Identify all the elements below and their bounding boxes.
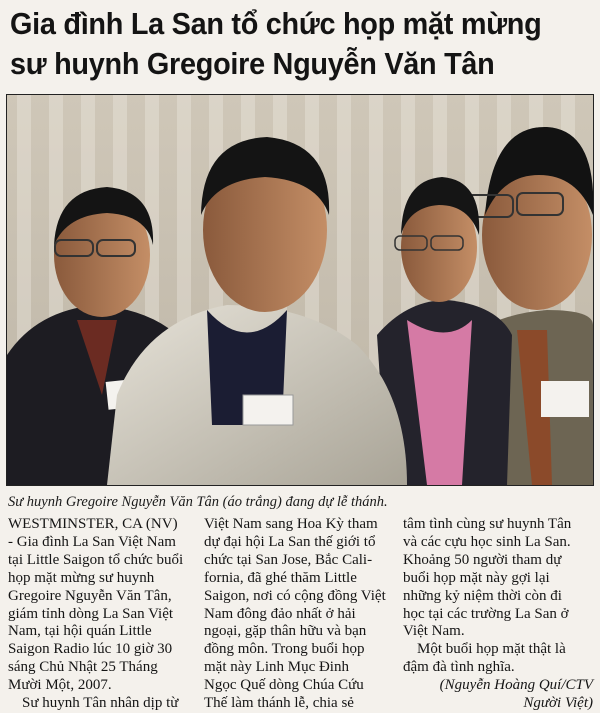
col1-line: sáng Chủ Nhật 25 Tháng bbox=[8, 659, 158, 676]
article-column-1 bbox=[8, 516, 196, 713]
col2-line: Việt Nam sang Hoa Kỳ tham bbox=[204, 516, 378, 532]
photo-caption: Sư huynh Gregoire Nguyễn Văn Tân (áo trắng) đang dự lễ thánh. bbox=[8, 494, 388, 510]
col2-line: Saigon, nơi có cộng đồng Việt bbox=[204, 587, 386, 604]
photo-illustration bbox=[7, 95, 593, 485]
col2-line: dự đại hội La San thế giới tổ bbox=[204, 533, 376, 550]
col2-line: Ngọc Quế dòng Chúa Cứu bbox=[204, 677, 364, 694]
col3-line: Việt Nam. bbox=[403, 623, 465, 640]
col2-line: đồng môn. Trong buổi họp bbox=[204, 641, 365, 658]
headline-line-2: sư huynh Gregoire Nguyễn Văn Tân bbox=[10, 46, 495, 81]
article-column-2 bbox=[204, 516, 394, 713]
col1-line: Nam, tại hội quán Little bbox=[8, 623, 152, 640]
article-photo bbox=[6, 94, 594, 486]
col1-line: tại Little Saigon tổ chức buổi bbox=[8, 551, 184, 568]
col1-line: họp mặt mừng sư huynh bbox=[8, 569, 155, 586]
col3-line: và các cựu học sinh La San. bbox=[403, 533, 571, 550]
col3-line: học tại các trường La San ở bbox=[403, 605, 569, 622]
byline-line-2: Người Việt) bbox=[523, 695, 593, 712]
col3-line: buổi họp mặt này gợi lại bbox=[403, 569, 550, 586]
col2-line: fornia, đã ghé thăm Little bbox=[204, 569, 357, 586]
byline-line-1: (Nguyễn Hoàng Quí/CTV bbox=[439, 677, 593, 694]
article-column-3 bbox=[403, 516, 593, 713]
col1-line: Mười Một, 2007. bbox=[8, 677, 112, 694]
col3-line: đậm đà tình nghĩa. bbox=[403, 659, 515, 676]
col3-line: những kỷ niệm thời còn đi bbox=[403, 587, 562, 604]
col2-line: Nam đông đảo nhất ở hải bbox=[204, 605, 356, 622]
col2-line: ngoại, gặp thân hữu và bạn bbox=[204, 623, 367, 640]
col2-line: Thế làm thánh lễ, chia sẻ bbox=[204, 695, 354, 712]
col1-line: giám tỉnh dòng La San Việt bbox=[8, 605, 174, 622]
col1-line: Saigon Radio lúc 10 giờ 30 bbox=[8, 641, 173, 658]
col3-line: tâm tình cùng sư huynh Tân bbox=[403, 516, 572, 532]
headline-line-1: Gia đình La San tổ chức họp mặt mừng bbox=[10, 6, 542, 41]
col2-line: chức tại San Jose, Bắc Cali- bbox=[204, 551, 373, 568]
col1-line: WESTMINSTER, CA (NV) bbox=[8, 516, 178, 532]
col2-line: mặt này Linh Mục Đinh bbox=[204, 659, 349, 676]
headline bbox=[10, 4, 554, 84]
col3-line: Khoảng 50 người tham dự bbox=[403, 551, 562, 568]
col1-line: Sư huynh Tân nhân dịp từ bbox=[22, 695, 179, 712]
col3-line: Một buổi họp mặt thật là bbox=[417, 641, 566, 658]
col1-line: Gregoire Nguyễn Văn Tân, bbox=[8, 587, 172, 604]
col1-line: - Gia đình La San Việt Nam bbox=[8, 533, 176, 550]
